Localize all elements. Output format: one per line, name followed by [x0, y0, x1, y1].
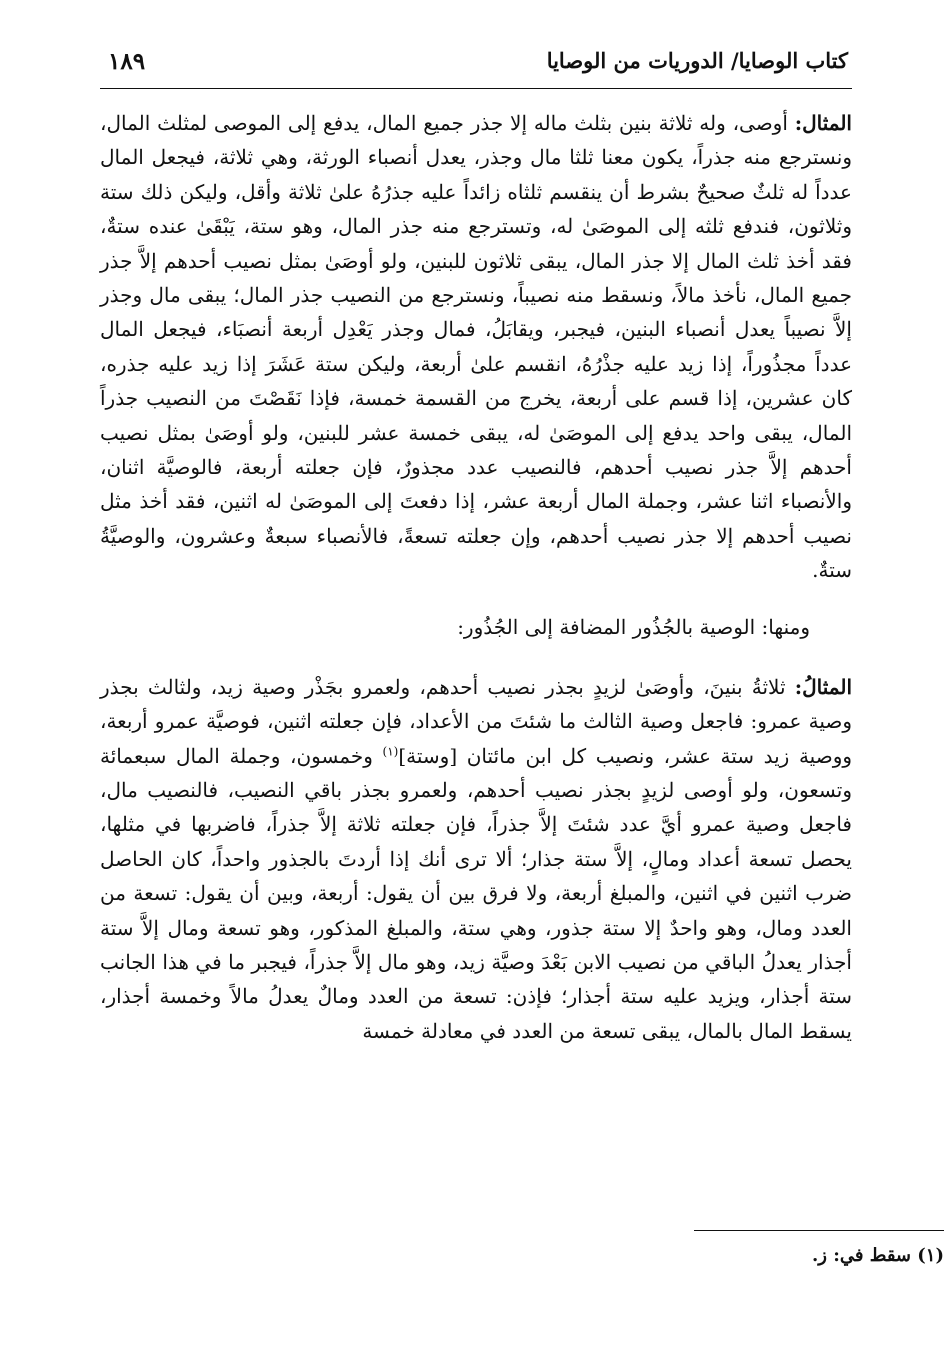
running-title: كتاب الوصايا/ الدوريات من الوصايا	[546, 48, 848, 73]
footnote: (١) سقط في: ز.	[811, 1245, 944, 1266]
example-paragraph-1	[100, 106, 852, 588]
book-page	[100, 42, 853, 1043]
footnote-rule	[694, 1230, 944, 1231]
page-header	[100, 42, 852, 90]
main-text	[100, 106, 852, 1048]
page-number: ١٨٩	[108, 48, 146, 75]
example-text-1: أوصى، وله ثلاثة بنين بثلث ماله إلا جذر جميع المال، يدفع إلى الموصى لمثلث المال، ونسترجع منه جذراً، يكون معنا ثلثا مال وجذر، يعدل أنصباء الورثة، وهي ثلاثة، فيجعل المال عدداً له ثلثٌ صحيحٌ بشرط أن ينقسم ثلثاه زائداً عليه جذرُهُ علىٰ ثلاثة وأقل، وليكن ذلك ستة وثلاثون، فندفع ثلثه إلى الموصَىٰ له، وتسترجع منه جذر المال، وهو ستة، يَبْقَىٰ عنده ستةٌ، فقد أخذ ثلث المال إلا جذر المال، يبقى ثلاثون للبنين، ولو أوصَىٰ بمثل نصيب أحدهم إلاَّ جذر جميع المال، نأخذ مالاً، ونسقط منه نصيباً، ونسترجع من النصيب جذر المال؛ يبقى مال وجذر إلاَّ نصيباً يعدل أنصباء البنين، فيجبر، ويقابَلُ، فمال وجذر يَعْدِل أربعة أنصبَاء، فيجعل المال عدداً مجذُوراً، إذا زيد عليه جذْرُهُ، انقسم علىٰ أربعة، وليكن ستة عَشَرَ إذا زيد عليه جذره، كان عشرين، إذا قسم على أربعة، يخرج من القسمة خمسة، فإذا نَقَصْتَ من النصيب جذراً المال، يبقى واحد يدفع إلى الموصَىٰ له، يبقى خمسة عشر للبنين، ولو أوصَىٰ بمثل نصيب أحدهم إلاَّ جذر نصيب أحدهم، فالنصيب عدد مجذورٌ، فإن جعلته أربعة، فالوصيَّة اثنان، والأنصباء اثنا عشر، وجملة المال أربعة عشر، إذا دفعتَ إلى الموصَىٰ له اثنين، فقد أخذ مثل نصيب أحدهم إلا جذر نصيب أحدهم، وإن جعلته تسعةً، فالأنصباء سبعةٌ وعشرون، والوصيَّةُ ستةٌ.	[100, 111, 852, 583]
example-paragraph-2	[100, 670, 852, 1048]
example-label-2: المثالُ:	[794, 674, 853, 699]
example-text-2b: وخمسون، وجملة المال سبعمائة وتسعون، ولو أوصى لزيدٍ بجذر نصيب أحدهم، ولعمرو بجذر باقي النصيب، فالنصيب مال، فاجعل وصية عمرو أيَّ عدد شئتَ إلاَّ جذراً، فإن جعلته ثلاثة إلاَّ جذراً، فاضربها في مثلها، يحصل تسعة أعداد ومالٍ، إلاَّ ستة جذار؛ ألا ترى أنك إذا أردتَ بالجذور واحداً، كان الحاصل ضرب اثنين في اثنين، والمبلغ أربعة، ولا فرق بين أن يقول: أربعة، وبين أن يقول: تسعة من العدد ومال، وهو واحدٌ إلا ستة جذور، وهي ستة، والمبلغ المذكور، وهو تسعة ومال إلاَّ ستة أجذار يعدلُ الباقي من نصيب الابن بَعْدَ وصيَّة زيد، وهو مال إلاَّ جذراً، فيجبر ما في هذا الجانب ستة أجذار، ويزيد عليه ستة أجذار؛ فإذن: تسعة من العدد ومالٌ يعدلُ مالاً وخمسة أجذار، يسقط المال بالمال، يبقى تسعة من العدد في معادلة خمسة	[100, 743, 852, 1043]
header-rule	[100, 88, 852, 89]
example-text-2a: ثلاثةُ بنينَ، وأوصَىٰ لزيدٍ بجذر نصيب أحدهم، ولعمرو بجَذْر وصية زيد، ولثالث بجذر وصية عمرو: فاجعل وصية الثالث ما شئتَ من الأعداد، فإن جعلته اثنين، فوصيَّة عمرو أربعة، ووصية زيد ستة عشر، ونصيب كل ابن مائتان [وستة]	[100, 674, 853, 768]
section-heading: ومنها: الوصية بالجُذُور المضافة إلى الجُذُور:	[457, 614, 810, 639]
footnote-marker: (١)	[382, 743, 399, 758]
example-label-1: المثال:	[794, 111, 852, 135]
